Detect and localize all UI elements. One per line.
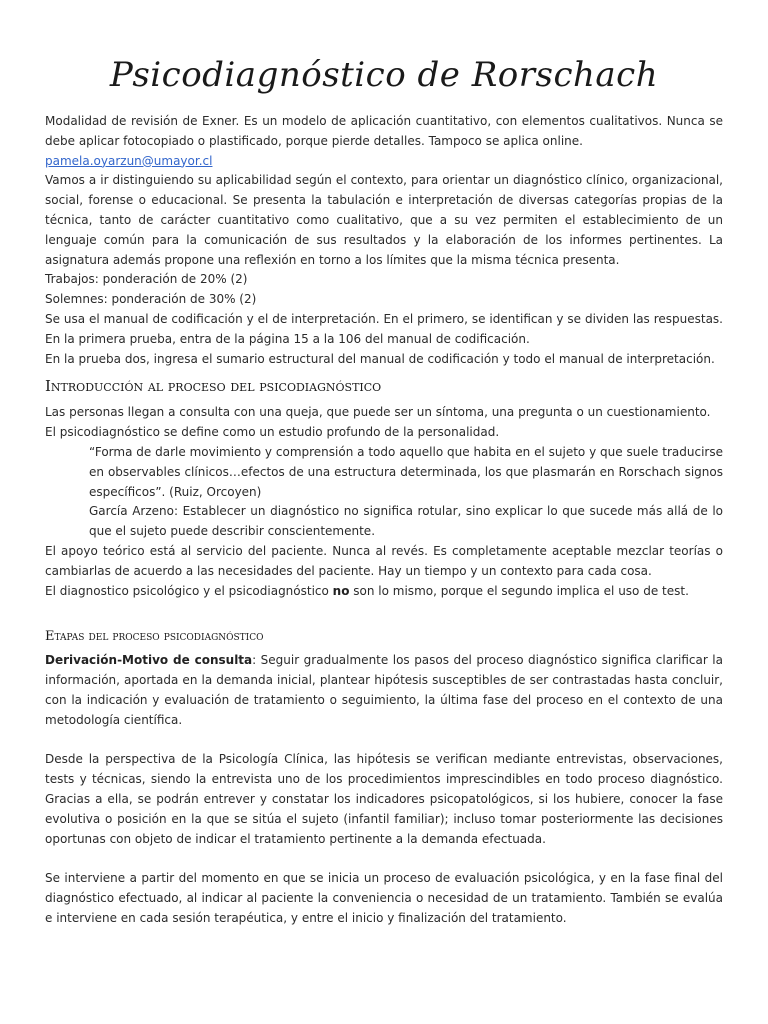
- section-heading-introduccion: Introducción al proceso del psicodiagnóstico: [45, 377, 382, 396]
- trabajos-line: Trabajos: ponderación de 20% (2): [45, 272, 248, 287]
- section2-paragraph-derivacion: [45, 651, 723, 730]
- paragraph-gap: [45, 849, 723, 869]
- page-title: Psicodiagnóstico de Rorschach: [109, 55, 659, 95]
- section1-paragraph-queja: Las personas llegan a consulta con una queja, que puede ser un síntoma, una pregunta o un cuestionamiento.: [45, 405, 711, 420]
- intro-paragraph-manual: Se usa el manual de codificación y el de interpretación. En el primero, se identifican y se dividen las respuestas. En la primera prueba, entra de la página 15 a la 106 del manual de codificación.: [45, 311, 723, 346]
- section2-lead-term: Derivación-Motivo de consulta: [45, 653, 253, 668]
- section1-quote-ruiz: “Forma de darle movimiento y comprensión a todo aquello que habita en el sujeto y que suele traducirse en observables clínicos…efectos de una estructura determinada, los que plasmarán en Rorschach signos específicos”. (Ruiz, Orcoyen): [89, 444, 723, 499]
- document-body: [45, 112, 723, 928]
- section1-paragraph-apoyo-teorico: El apoyo teórico está al servicio del paciente. Nunca al revés. Es completamente aceptable mezclar teorías o cambiarlas de acuerdo a las necesidades del paciente. Hay un tiempo y un contexto para cada cosa.: [45, 543, 723, 578]
- section1-paragraph-diagnostico: [45, 582, 723, 602]
- section1-paragraph-definicion: El psicodiagnóstico se define como un estudio profundo de la personalidad.: [45, 425, 500, 440]
- section1-p4-after: son lo mismo, porque el segundo implica el uso de test.: [349, 583, 689, 598]
- intro-paragraph-aplicabilidad: Vamos a ir distinguiendo su aplicabilidad según el contexto, para orientar un diagnóstico clínico, organizacional, social, forense o educacional. Se presenta la tabulación e interpretación de diversas categorías propias de la técnica, tanto de carácter cuantitativo como cualitativo, que a su vez permiten el establecimiento de un lenguaje común para la comunicación de sus resultados y la elaboración de los informes pertinentes. La asignatura además propone una reflexión en torno a los límites que la misma técnica presenta.: [45, 173, 723, 267]
- section-heading-etapas: Etapas del proceso psicodiagnóstico: [45, 629, 264, 645]
- intro-paragraph-prueba-dos: En la prueba dos, ingresa el sumario estructural del manual de codificación y todo el manual de interpretación.: [45, 351, 715, 366]
- intro-paragraph-modalidad: Modalidad de revisión de Exner. Es un modelo de aplicación cuantitativo, con elementos cualitativos. Nunca se debe aplicar fotocopiado o plastificado, porque pierde detalles. Tampoco se aplica online.: [45, 114, 723, 148]
- solemnes-line: Solemnes: ponderación de 30% (2): [45, 292, 257, 307]
- section2-p1-rest: : Seguir gradualmente los pasos del proceso diagnóstico significa clarificar la información, aportada en la demanda inicial, plantear hipótesis susceptibles de ser contrastadas hasta concluir, con la indicación y evaluación de tratamiento o seguimiento, la última fase del proceso en el contexto de una metodología científica.: [45, 653, 723, 727]
- section2-paragraph-psicologia-clinica: Desde la perspectiva de la Psicología Clínica, las hipótesis se verifican mediante entrevistas, observaciones, tests y técnicas, siendo la entrevista uno de los procedimientos imprescindibles en todo proceso diagnóstico. Gracias a ella, se podrán entrever y constatar los indicadores psicopatológicos, si los hubiere, conocer la fase evolutiva o posición en la que se sitúa el sujeto (infantil familiar); incluso tomar posteriormente las decisiones oportunas con objeto de indicar el tratamiento pertinente a la demanda efectuada.: [45, 752, 723, 846]
- paragraph-gap: [45, 731, 723, 751]
- section1-p4-bold: no: [332, 583, 350, 598]
- section1-quote-garcia-arzeno: García Arzeno: Establecer un diagnóstico no significa rotular, sino explicar lo que sucede más allá de lo que el sujeto puede describir conscientemente.: [89, 504, 723, 539]
- section1-p4-before: El diagnostico psicológico y el psicodiagnóstico: [45, 583, 333, 598]
- email-link[interactable]: pamela.oyarzun@umayor.cl: [45, 153, 213, 168]
- section2-paragraph-intervencion: Se interviene a partir del momento en que se inicia un proceso de evaluación psicológica, y en la fase final del diagnóstico efectuado, al indicar al paciente la conveniencia o necesidad de un tratamiento. También se evalúa e interviene en cada sesión terapéutica, y entre el inicio y finalización del tratamiento.: [45, 871, 723, 925]
